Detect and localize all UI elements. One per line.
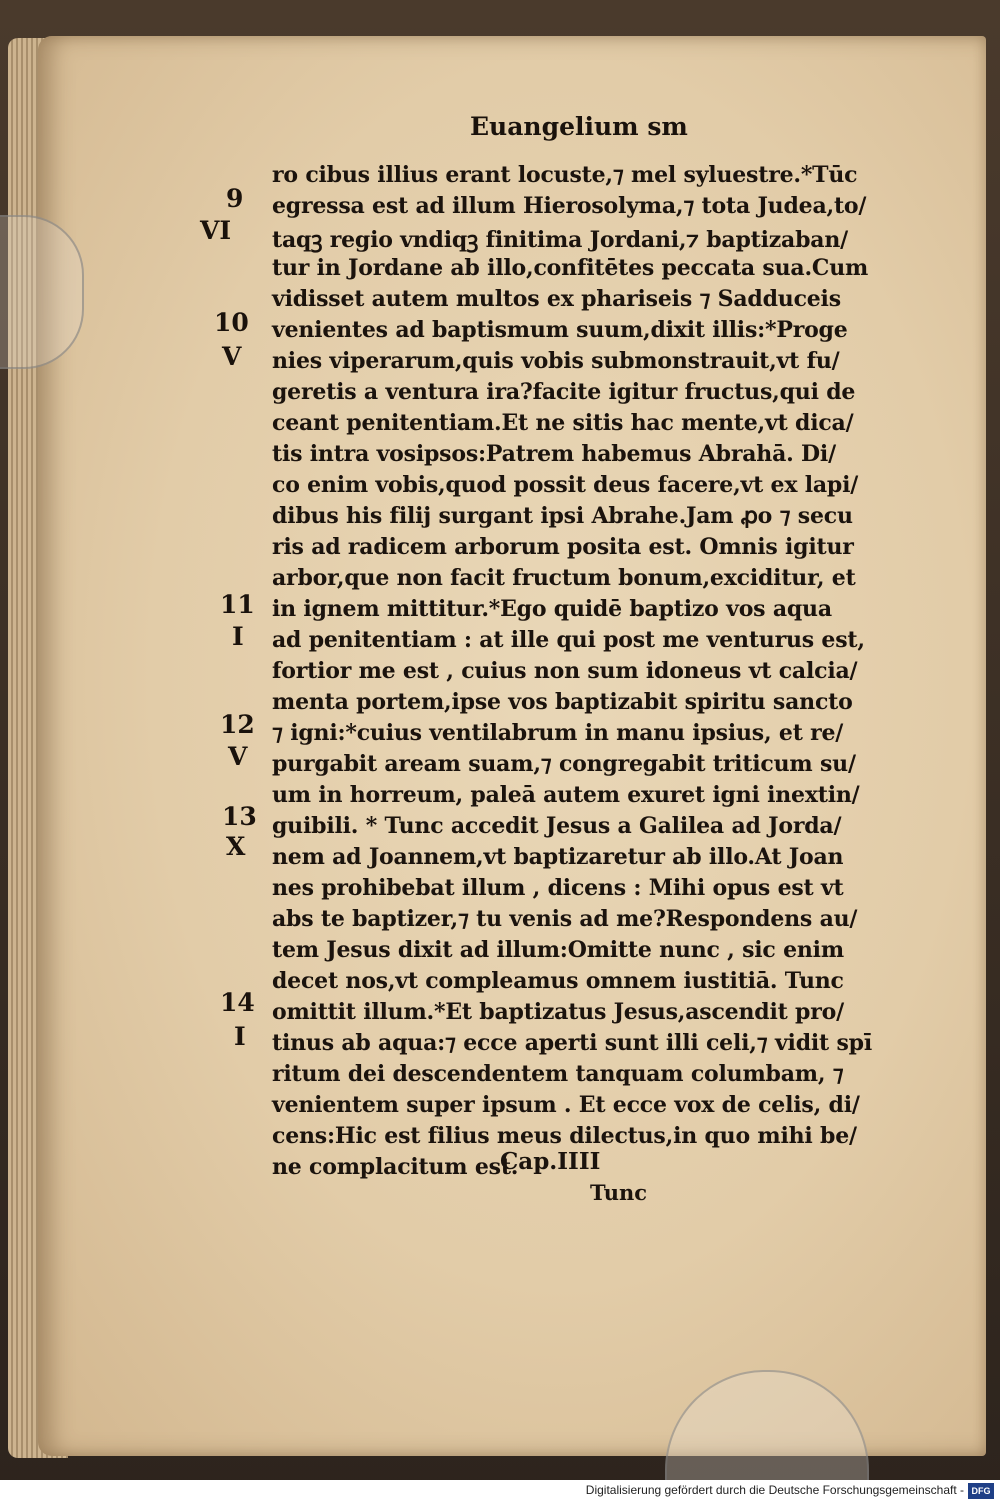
text-line: geretis a ventura ira?facite igitur fructus,qui de <box>272 379 856 405</box>
text-line: nes prohibebat illum , dicens : Mihi opus est vt <box>272 875 844 901</box>
text-line: tis intra vosipsos:Patrem habemus Abrahā. Di/ <box>272 441 836 467</box>
catchword: Tunc <box>590 1180 648 1205</box>
text-line: abs te baptizer,⁊ tu venis ad me?Respondens au/ <box>272 906 858 932</box>
text-line: decet nos,vt compleamus omnem iustitiā. Tunc <box>272 968 844 994</box>
text-line: co enim vobis,quod possit deus facere,vt ex lapi/ <box>272 472 859 498</box>
margin-note: VI <box>200 216 232 245</box>
text-line: taqꝫ regio vndiqꝫ finitima Jordani,⁊ baptizaban/ <box>272 227 848 253</box>
text-line: venientem super ipsum . Et ecce vox de celis, di/ <box>272 1092 860 1118</box>
margin-note: 11 <box>220 590 255 619</box>
running-head: Euangelium sm <box>470 112 688 141</box>
text-line: ad penitentiam : at ille qui post me venturus est, <box>272 627 865 653</box>
text-line: ne complacitum est. <box>272 1154 519 1180</box>
margin-note: 9 <box>226 184 244 213</box>
footer-bar <box>0 1480 1000 1503</box>
text-line: guibili. * Tunc accedit Jesus a Galilea ad Jorda/ <box>272 813 842 839</box>
text-line: ro cibus illius erant locuste,⁊ mel syluestre.*Tūc <box>272 162 858 188</box>
text-line: cens:Hic est filius meus dilectus,in quo mihi be/ <box>272 1123 857 1149</box>
text-line: ⁊ igni:*cuius ventilabrum in manu ipsius, et re/ <box>272 720 844 746</box>
margin-note: 14 <box>220 988 255 1017</box>
text-line: nies viperarum,quis vobis submonstrauit,vt fu/ <box>272 348 840 374</box>
text-line: omittit illum.*Et baptizatus Jesus,ascendit pro/ <box>272 999 844 1025</box>
text-line: egressa est ad illum Hierosolyma,⁊ tota Judea,to/ <box>272 193 867 219</box>
text-line: tinus ab aqua:⁊ ecce aperti sunt illi celi,⁊ vidit spī <box>272 1030 872 1056</box>
chapter-marker: Cap.IIII <box>500 1148 601 1175</box>
text-line: dibus his filij surgant ipsi Abrahe.Jam ꝓo ⁊ secu <box>272 503 853 529</box>
text-line: purgabit aream suam,⁊ congregabit triticum su/ <box>272 751 856 777</box>
text-line: ceant penitentiam.Et ne sitis hac mente,vt dica/ <box>272 410 854 436</box>
text-line: in ignem mittitur.*Ego quidē baptizo vos aqua <box>272 596 832 622</box>
text-line: menta portem,ipse vos baptizabit spiritu sancto <box>272 689 853 715</box>
text-line: tem Jesus dixit ad illum:Omitte nunc , sic enim <box>272 937 844 963</box>
footer-credit: Digitalisierung gefördert durch die Deutsche Forschungsgemeinschaft - <box>585 1483 964 1497</box>
text-line: um in horreum, paleā autem exuret igni inextin/ <box>272 782 860 808</box>
text-line: fortior me est , cuius non sum idoneus vt calcia/ <box>272 658 858 684</box>
text-line: venientes ad baptismum suum,dixit illis:*Proge <box>272 317 848 343</box>
margin-note: I <box>232 622 244 651</box>
text-line: ritum dei descendentem tanquam columbam, ⁊ <box>272 1061 844 1087</box>
text-line: tur in Jordane ab illo,confitētes peccata sua.Cum <box>272 255 869 281</box>
margin-note: 13 <box>222 802 257 831</box>
text-line: ris ad radicem arborum posita est. Omnis igitur <box>272 534 854 560</box>
margin-note: 10 <box>214 308 249 337</box>
dfg-logo: DFG <box>968 1483 994 1499</box>
margin-note: V <box>222 342 242 371</box>
margin-note: I <box>234 1022 246 1051</box>
margin-note: V <box>228 742 248 771</box>
text-line: nem ad Joannem,vt baptizaretur ab illo.At Joan <box>272 844 844 870</box>
text-line: arbor,que non facit fructum bonum,exciditur, et <box>272 565 856 591</box>
margin-note: 12 <box>220 710 255 739</box>
text-line: vidisset autem multos ex phariseis ⁊ Sadduceis <box>272 286 841 312</box>
margin-note: X <box>226 832 246 861</box>
